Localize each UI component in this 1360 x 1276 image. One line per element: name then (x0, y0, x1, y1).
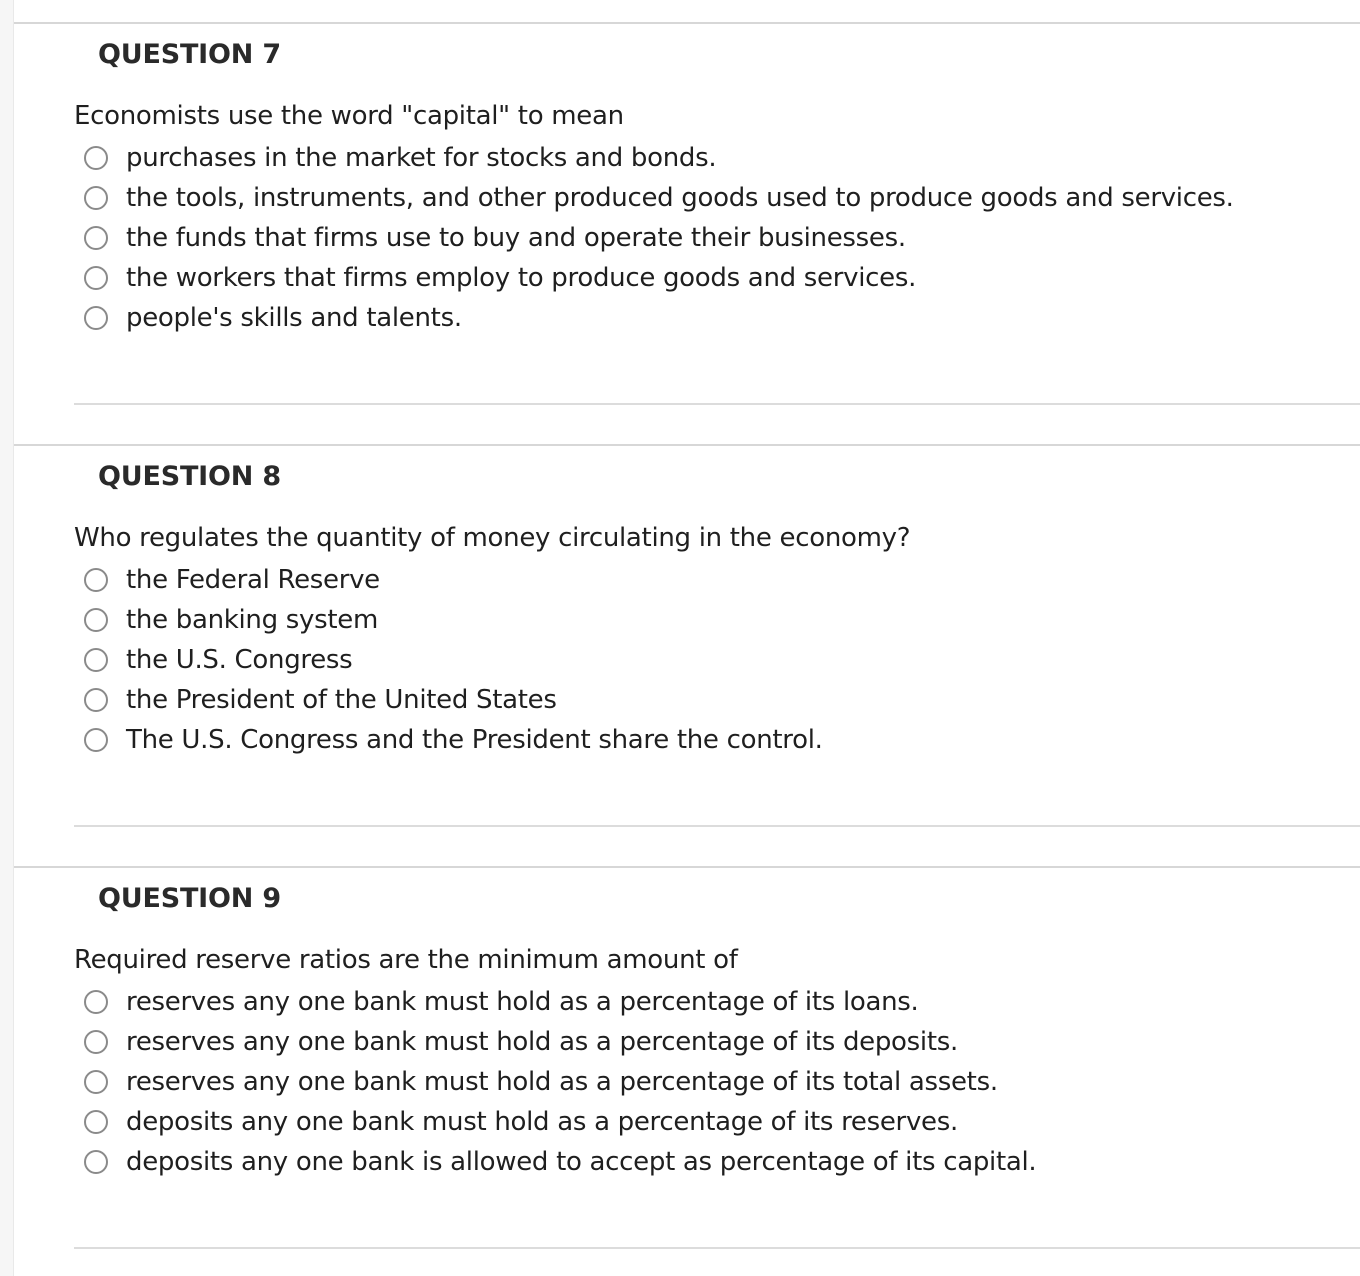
radio-button[interactable] (84, 648, 108, 672)
answer-option[interactable] (84, 982, 1036, 1022)
radio-button[interactable] (84, 688, 108, 712)
answer-option[interactable] (84, 218, 1234, 258)
answer-option[interactable] (84, 1102, 1036, 1142)
answer-option[interactable] (84, 560, 823, 600)
option-label[interactable]: the President of the United States (126, 685, 557, 715)
radio-button[interactable] (84, 1150, 108, 1174)
radio-button[interactable] (84, 226, 108, 250)
question-title: QUESTION 9 (98, 883, 281, 914)
question-divider (74, 825, 1360, 827)
radio-button[interactable] (84, 146, 108, 170)
answer-option[interactable] (84, 258, 1234, 298)
option-label[interactable]: the tools, instruments, and other produced goods used to produce goods and services. (126, 183, 1234, 213)
option-label[interactable]: the Federal Reserve (126, 565, 380, 595)
option-label[interactable]: the banking system (126, 605, 378, 635)
radio-button[interactable] (84, 1030, 108, 1054)
radio-button[interactable] (84, 186, 108, 210)
answer-option[interactable] (84, 1142, 1036, 1182)
radio-button[interactable] (84, 608, 108, 632)
question-title: QUESTION 8 (98, 461, 281, 492)
option-label[interactable]: reserves any one bank must hold as a percentage of its total assets. (126, 1067, 998, 1097)
radio-button[interactable] (84, 728, 108, 752)
question-prompt: Who regulates the quantity of money circulating in the economy? (74, 523, 911, 553)
radio-button[interactable] (84, 266, 108, 290)
radio-button[interactable] (84, 568, 108, 592)
option-label[interactable]: the funds that firms use to buy and operate their businesses. (126, 223, 906, 253)
option-label[interactable]: deposits any one bank is allowed to accept as percentage of its capital. (126, 1147, 1037, 1177)
radio-button[interactable] (84, 1110, 108, 1134)
option-label[interactable]: the workers that firms employ to produce goods and services. (126, 263, 917, 293)
option-label[interactable]: deposits any one bank must hold as a percentage of its reserves. (126, 1107, 958, 1137)
question-divider (74, 403, 1360, 405)
question-8 (14, 444, 1360, 866)
question-prompt: Economists use the word "capital" to mean (74, 101, 624, 131)
question-divider (74, 1247, 1360, 1249)
option-label[interactable]: purchases in the market for stocks and bonds. (126, 143, 717, 173)
radio-button[interactable] (84, 306, 108, 330)
question-9 (14, 866, 1360, 1276)
answer-option[interactable] (84, 600, 823, 640)
question-7 (14, 22, 1360, 444)
left-gutter (0, 0, 14, 1276)
option-label[interactable]: people's skills and talents. (126, 303, 462, 333)
answer-option[interactable] (84, 1022, 1036, 1062)
radio-button[interactable] (84, 990, 108, 1014)
option-label[interactable]: reserves any one bank must hold as a percentage of its deposits. (126, 1027, 958, 1057)
answer-option[interactable] (84, 680, 823, 720)
answer-option[interactable] (84, 178, 1234, 218)
option-label[interactable]: the U.S. Congress (126, 645, 353, 675)
radio-button[interactable] (84, 1070, 108, 1094)
question-title: QUESTION 7 (98, 39, 281, 70)
answer-option[interactable] (84, 1062, 1036, 1102)
answer-options (84, 982, 1036, 1182)
option-label[interactable]: The U.S. Congress and the President share the control. (126, 725, 823, 755)
answer-option[interactable] (84, 720, 823, 760)
answer-option[interactable] (84, 298, 1234, 338)
answer-options (84, 138, 1234, 338)
answer-option[interactable] (84, 138, 1234, 178)
answer-options (84, 560, 823, 760)
answer-option[interactable] (84, 640, 823, 680)
question-prompt: Required reserve ratios are the minimum amount of (74, 945, 738, 975)
option-label[interactable]: reserves any one bank must hold as a percentage of its loans. (126, 987, 919, 1017)
